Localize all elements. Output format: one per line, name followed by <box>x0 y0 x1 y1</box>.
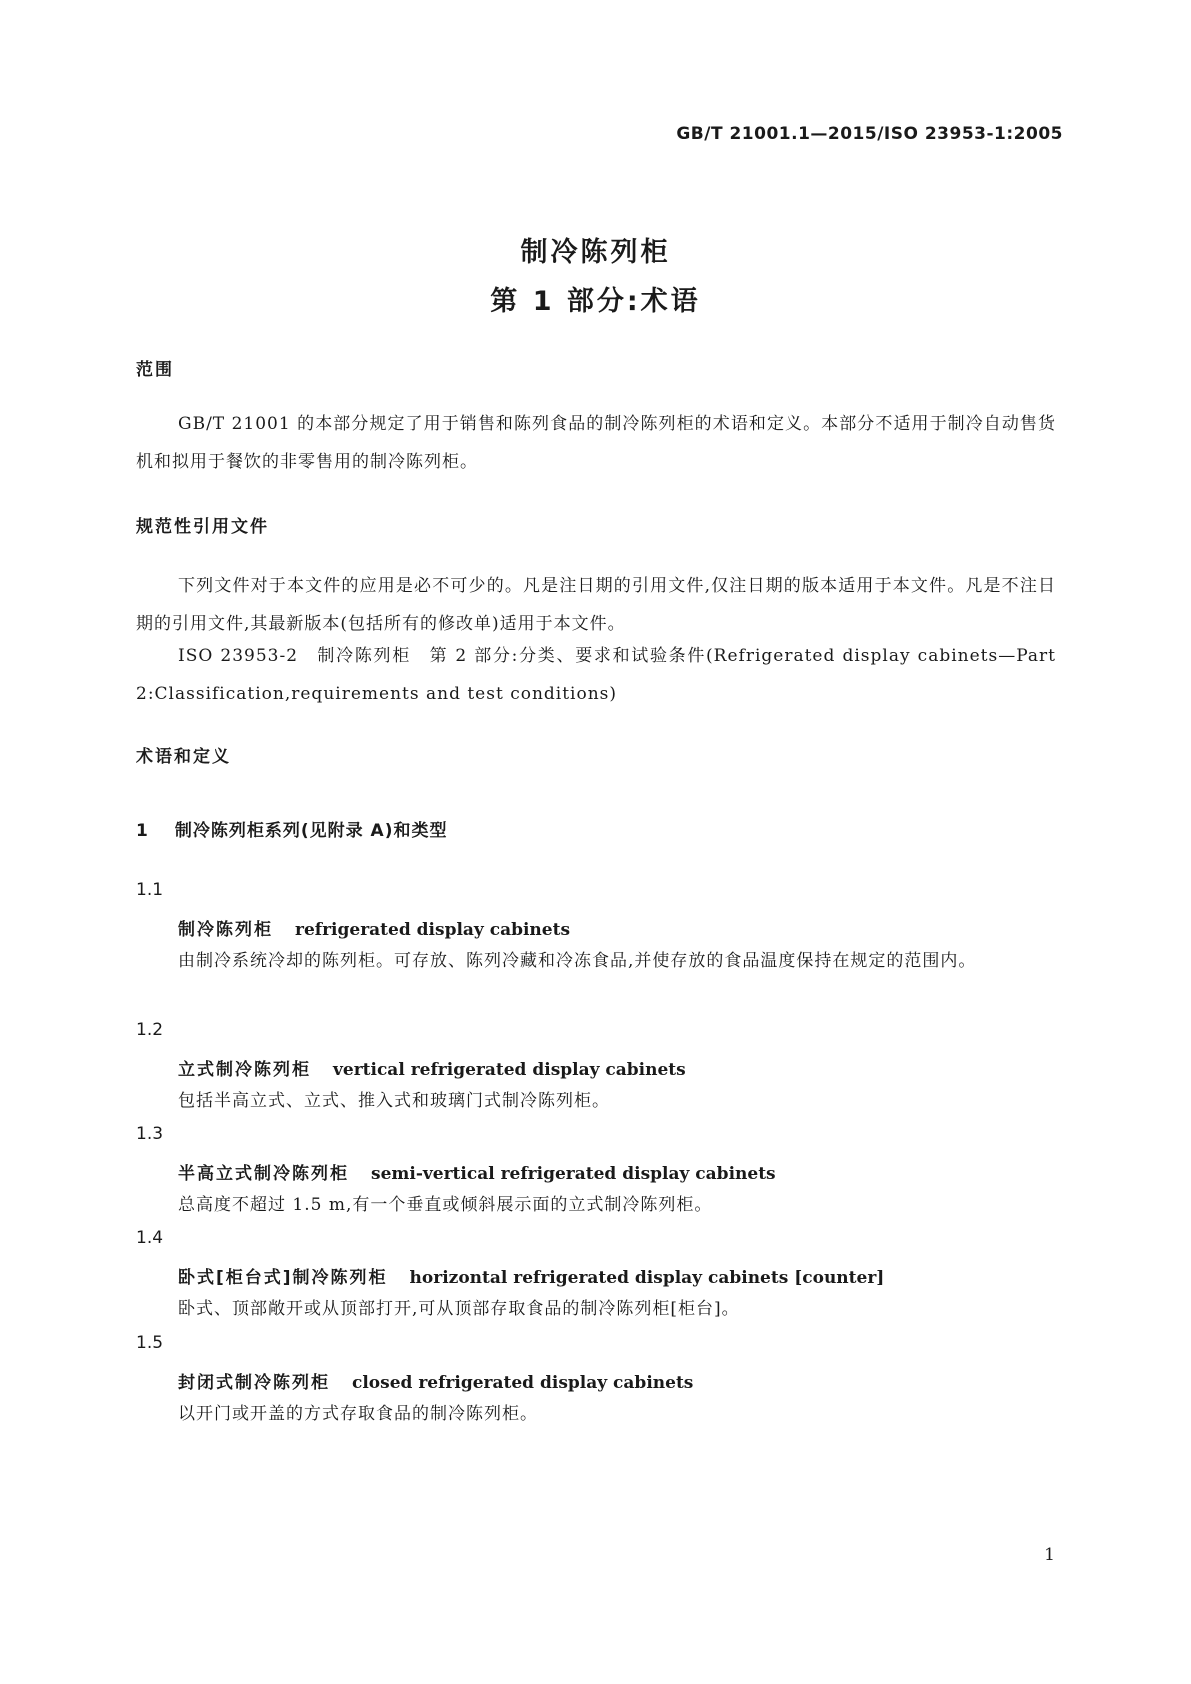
term-name <box>178 1055 686 1080</box>
standard-code: GB/T 21001.1—2015/ISO 23953-1:2005 <box>676 124 1063 144</box>
normative-heading: 规范性引用文件 <box>136 517 269 537</box>
term-definition: 由制冷系统冷却的陈列柜。可存放、陈列冷藏和冷冻食品,并使存放的食品温度保持在规定的范围内。 <box>178 951 977 971</box>
term-name-zh: 封闭式制冷陈列柜 <box>178 1373 330 1393</box>
scope-text: GB/T 21001 的本部分规定了用于销售和陈列食品的制冷陈列柜的术语和定义。本部分不适用于制冷自动售货机和拟用于餐饮的非零售用的制冷陈列柜。 <box>136 414 1056 472</box>
page-number: 1 <box>1044 1545 1055 1565</box>
term-name <box>178 915 570 940</box>
scope-heading: 范围 <box>136 360 174 380</box>
clause-1-heading <box>136 816 447 841</box>
term-number: 1.4 <box>136 1228 164 1248</box>
term-name-zh: 立式制冷陈列柜 <box>178 1060 311 1080</box>
term-definition: 总高度不超过 1.5 m,有一个垂直或倾斜展示面的立式制冷陈列柜。 <box>178 1195 713 1215</box>
term-name-en: vertical refrigerated display cabinets <box>333 1060 686 1080</box>
term-name-zh: 卧式[柜台式]制冷陈列柜 <box>178 1268 388 1288</box>
clause-1-number: 1 <box>136 821 149 841</box>
term-number: 1.1 <box>136 880 164 900</box>
term-name <box>178 1263 884 1288</box>
normative-text-1: 下列文件对于本文件的应用是必不可少的。凡是注日期的引用文件,仅注日期的版本适用于本文件。凡是不注日期的引用文件,其最新版本(包括所有的修改单)适用于本文件。 <box>136 576 1056 634</box>
term-number: 1.3 <box>136 1124 164 1144</box>
term-number: 1.2 <box>136 1020 164 1040</box>
term-name-en: horizontal refrigerated display cabinets [counter] <box>409 1268 885 1288</box>
doc-title-line2: 第 1 部分:术语 <box>490 286 701 317</box>
term-definition: 包括半高立式、立式、推入式和玻璃门式制冷陈列柜。 <box>178 1091 610 1111</box>
term-name-en: closed refrigerated display cabinets <box>352 1373 694 1393</box>
term-name <box>178 1159 776 1184</box>
term-name-zh: 制冷陈列柜 <box>178 920 273 940</box>
term-name-zh: 半高立式制冷陈列柜 <box>178 1164 349 1184</box>
term-name-en: refrigerated display cabinets <box>295 920 571 940</box>
term-definition: 以开门或开盖的方式存取食品的制冷陈列柜。 <box>178 1404 538 1424</box>
term-name-en: semi-vertical refrigerated display cabinets <box>371 1164 776 1184</box>
term-definition: 卧式、顶部敞开或从顶部打开,可从顶部存取食品的制冷陈列柜[柜台]。 <box>178 1299 740 1319</box>
terms-heading: 术语和定义 <box>136 747 231 767</box>
term-number: 1.5 <box>136 1333 164 1353</box>
term-name <box>178 1368 693 1393</box>
clause-1-title: 制冷陈列柜系列(见附录 A)和类型 <box>174 821 448 841</box>
doc-title-line1: 制冷陈列柜 <box>520 237 671 268</box>
normative-text-2: ISO 23953-2 制冷陈列柜 第 2 部分:分类、要求和试验条件(Refrigerated display cabinets—Part 2:Classification,requirements and test conditions) <box>136 646 1056 704</box>
